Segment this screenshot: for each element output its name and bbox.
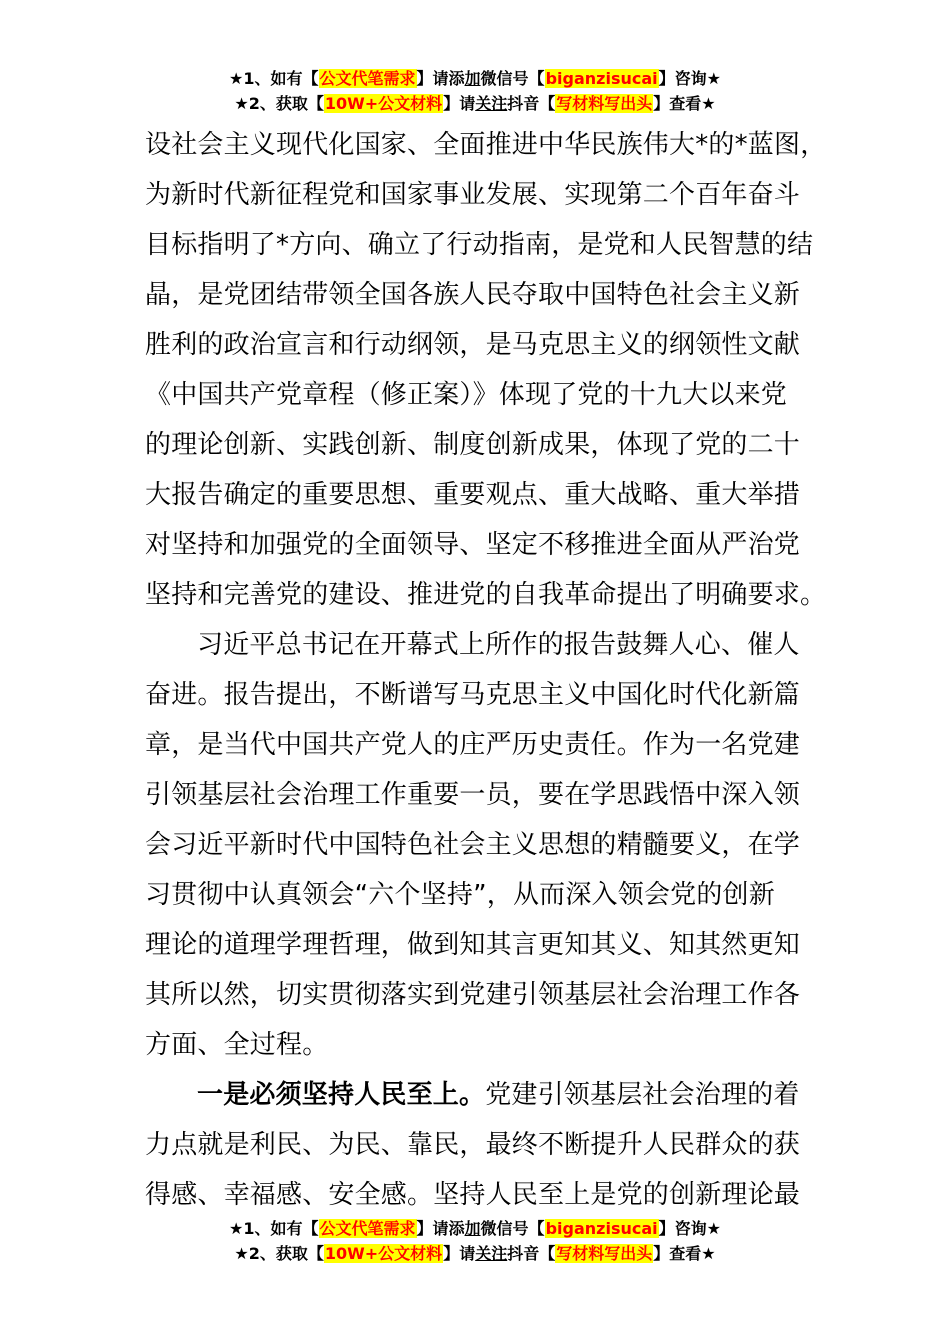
highlight-materials: 10W+公文材料 [324, 94, 443, 113]
body-line: 胜利的政治宣言和行动纲领，是马克思主义的纲领性文献 [145, 330, 801, 360]
highlight-wechat-id: biganzisucai [545, 69, 658, 88]
body-line: 目标指明了*方向、确立了行动指南，是党和人民智慧的结 [145, 230, 814, 260]
section-heading: 一是必须坚持人民至上。 [197, 1080, 486, 1110]
banner-text: 抖音【 [507, 94, 556, 113]
highlight-douyin: 写材料写出头 [556, 1244, 653, 1263]
footer-banner [0, 1216, 950, 1266]
body-line: 坚持和完善党的建设、推进党的自我革命提出了明确要求。 [145, 580, 827, 610]
body-line: 会习近平新时代中国特色社会主义思想的精髓要义，在学 [145, 830, 801, 860]
body-line: 引领基层社会治理工作重要一员，要在学思践悟中深入领 [145, 780, 801, 810]
section-text: 党建引领基层社会治理的着 [485, 1080, 800, 1110]
banner-text: 】咨询★ [658, 1219, 721, 1238]
banner-text: 】查看★ [653, 94, 716, 113]
banner-underlined: 关注 [475, 94, 508, 113]
header-banner [0, 66, 950, 116]
banner-line-2 [0, 91, 950, 116]
highlight-service: 公文代笔需求 [319, 69, 416, 88]
body-line: 设社会主义现代化国家、全面推进中华民族伟大*的*蓝图， [145, 130, 827, 160]
banner-text: ★2、获取【 [234, 94, 324, 113]
banner-text: 微信号【 [480, 69, 545, 88]
banner-text: ★1、如有【 [229, 1219, 319, 1238]
body-line: 晶，是党团结带领全国各族人民夺取中国特色社会主义新 [145, 280, 801, 310]
banner-text: 微信号【 [480, 1219, 545, 1238]
banner-text: 】请添 [416, 69, 465, 88]
banner-line-1 [0, 66, 950, 91]
banner-text: 】查看★ [653, 1244, 716, 1263]
highlight-wechat-id: biganzisucai [545, 1219, 658, 1238]
body-line: 力点就是利民、为民、靠民，最终不断提升人民群众的获 [145, 1130, 801, 1160]
banner-underlined: 关注 [475, 1244, 508, 1263]
banner-text: ★1、如有【 [229, 69, 319, 88]
body-line: 的理论创新、实践创新、制度创新成果，体现了党的二十 [145, 430, 801, 460]
body-line: 习贯彻中认真领会“六个坚持”，从而深入领会党的创新 [145, 880, 775, 910]
body-line: 理论的道理学理哲理，做到知其言更知其义、知其然更知 [145, 930, 801, 960]
body-line: 大报告确定的重要思想、重要观点、重大战略、重大举措 [145, 480, 801, 510]
banner-text: ★2、获取【 [234, 1244, 324, 1263]
body-line: 对坚持和加强党的全面领导、坚定不移推进全面从严治党 [145, 530, 801, 560]
body-line-indented: 习近平总书记在开幕式上所作的报告鼓舞人心、催人 [197, 630, 800, 660]
banner-underlined: 加 [464, 69, 481, 88]
banner-text: 】请 [443, 94, 476, 113]
section-heading-line [145, 1070, 810, 1120]
body-line: 为新时代新征程党和国家事业发展、实现第二个百年奋斗 [145, 180, 801, 210]
body-line: 方面、全过程。 [145, 1030, 329, 1060]
highlight-douyin: 写材料写出头 [556, 94, 653, 113]
highlight-materials: 10W+公文材料 [324, 1244, 443, 1263]
banner-text: 】咨询★ [658, 69, 721, 88]
banner-underlined: 加 [464, 1219, 481, 1238]
highlight-service: 公文代笔需求 [319, 1219, 416, 1238]
banner-text: 抖音【 [507, 1244, 556, 1263]
body-line: 章，是当代中国共产党人的庄严历史责任。作为一名党建 [145, 730, 801, 760]
body-line: 得感、幸福感、安全感。坚持人民至上是党的创新理论最 [145, 1180, 801, 1210]
document-body [145, 120, 827, 1220]
banner-line-1 [0, 1216, 950, 1241]
body-line: 《中国共产党章程（修正案）》体现了党的十九大以来党 [145, 380, 788, 410]
banner-text: 】请添 [416, 1219, 465, 1238]
banner-text: 】请 [443, 1244, 476, 1263]
body-line: 奋进。报告提出，不断谱写马克思主义中国化时代化新篇 [145, 680, 801, 710]
body-line: 其所以然，切实贯彻落实到党建引领基层社会治理工作各 [145, 980, 801, 1010]
banner-line-2 [0, 1241, 950, 1266]
